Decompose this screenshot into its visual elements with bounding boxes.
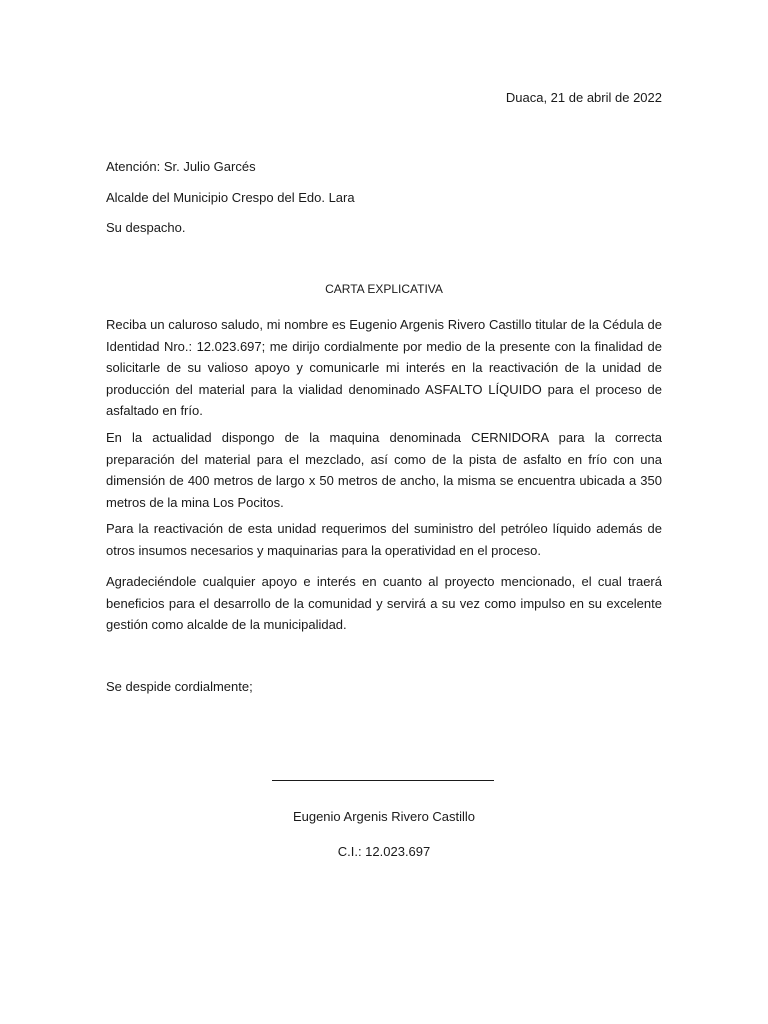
signature-line [272, 780, 494, 781]
attention-line: Atención: Sr. Julio Garcés [106, 159, 256, 174]
closing-line: Se despide cordialmente; [106, 679, 253, 694]
body-paragraph-2: En la actualidad dispongo de la maquina denominada CERNIDORA para la correcta preparación del material para el mezclado, así como de la pista de asfalto en frío con una dimensión de 400 metros de largo x 50 metros de ancho, la misma se encuentra ubicada a 350 metros de la mina Los Pocitos. [106, 430, 662, 510]
recipient-position: Alcalde del Municipio Crespo del Edo. Lara [106, 190, 355, 205]
body-paragraph-4: Agradeciéndole cualquier apoyo e interés en cuanto al proyecto mencionado, el cual traerá beneficios para el desarrollo de la comunidad y servirá a su vez como impulso en su excelente gestión como alcalde de la municipalidad. [106, 574, 662, 632]
letter-title: CARTA EXPLICATIVA [325, 282, 443, 296]
signer-id: C.I.: 12.023.697 [337, 844, 431, 859]
signer-name: Eugenio Argenis Rivero Castillo [292, 809, 476, 824]
body-paragraph-3: Para la reactivación de esta unidad requerimos del suministro del petróleo líquido además de otros insumos necesarios y maquinarias para la operatividad en el proceso. [106, 521, 662, 558]
recipient-office: Su despacho. [106, 220, 186, 235]
body-paragraph-1: Reciba un caluroso saludo, mi nombre es Eugenio Argenis Rivero Castillo titular de la Cédula de Identidad Nro.: 12.023.697; me dirijo cordialmente por medio de la presente con la finalidad de solicitarle de su valioso apoyo y comunicarle mi interés en la reactivación de la unidad de producción del material para la vialidad denominado ASFALTO LÍQUIDO para el proceso de asfaltado en frío. [106, 317, 662, 418]
letter-date: Duaca, 21 de abril de 2022 [505, 90, 662, 105]
